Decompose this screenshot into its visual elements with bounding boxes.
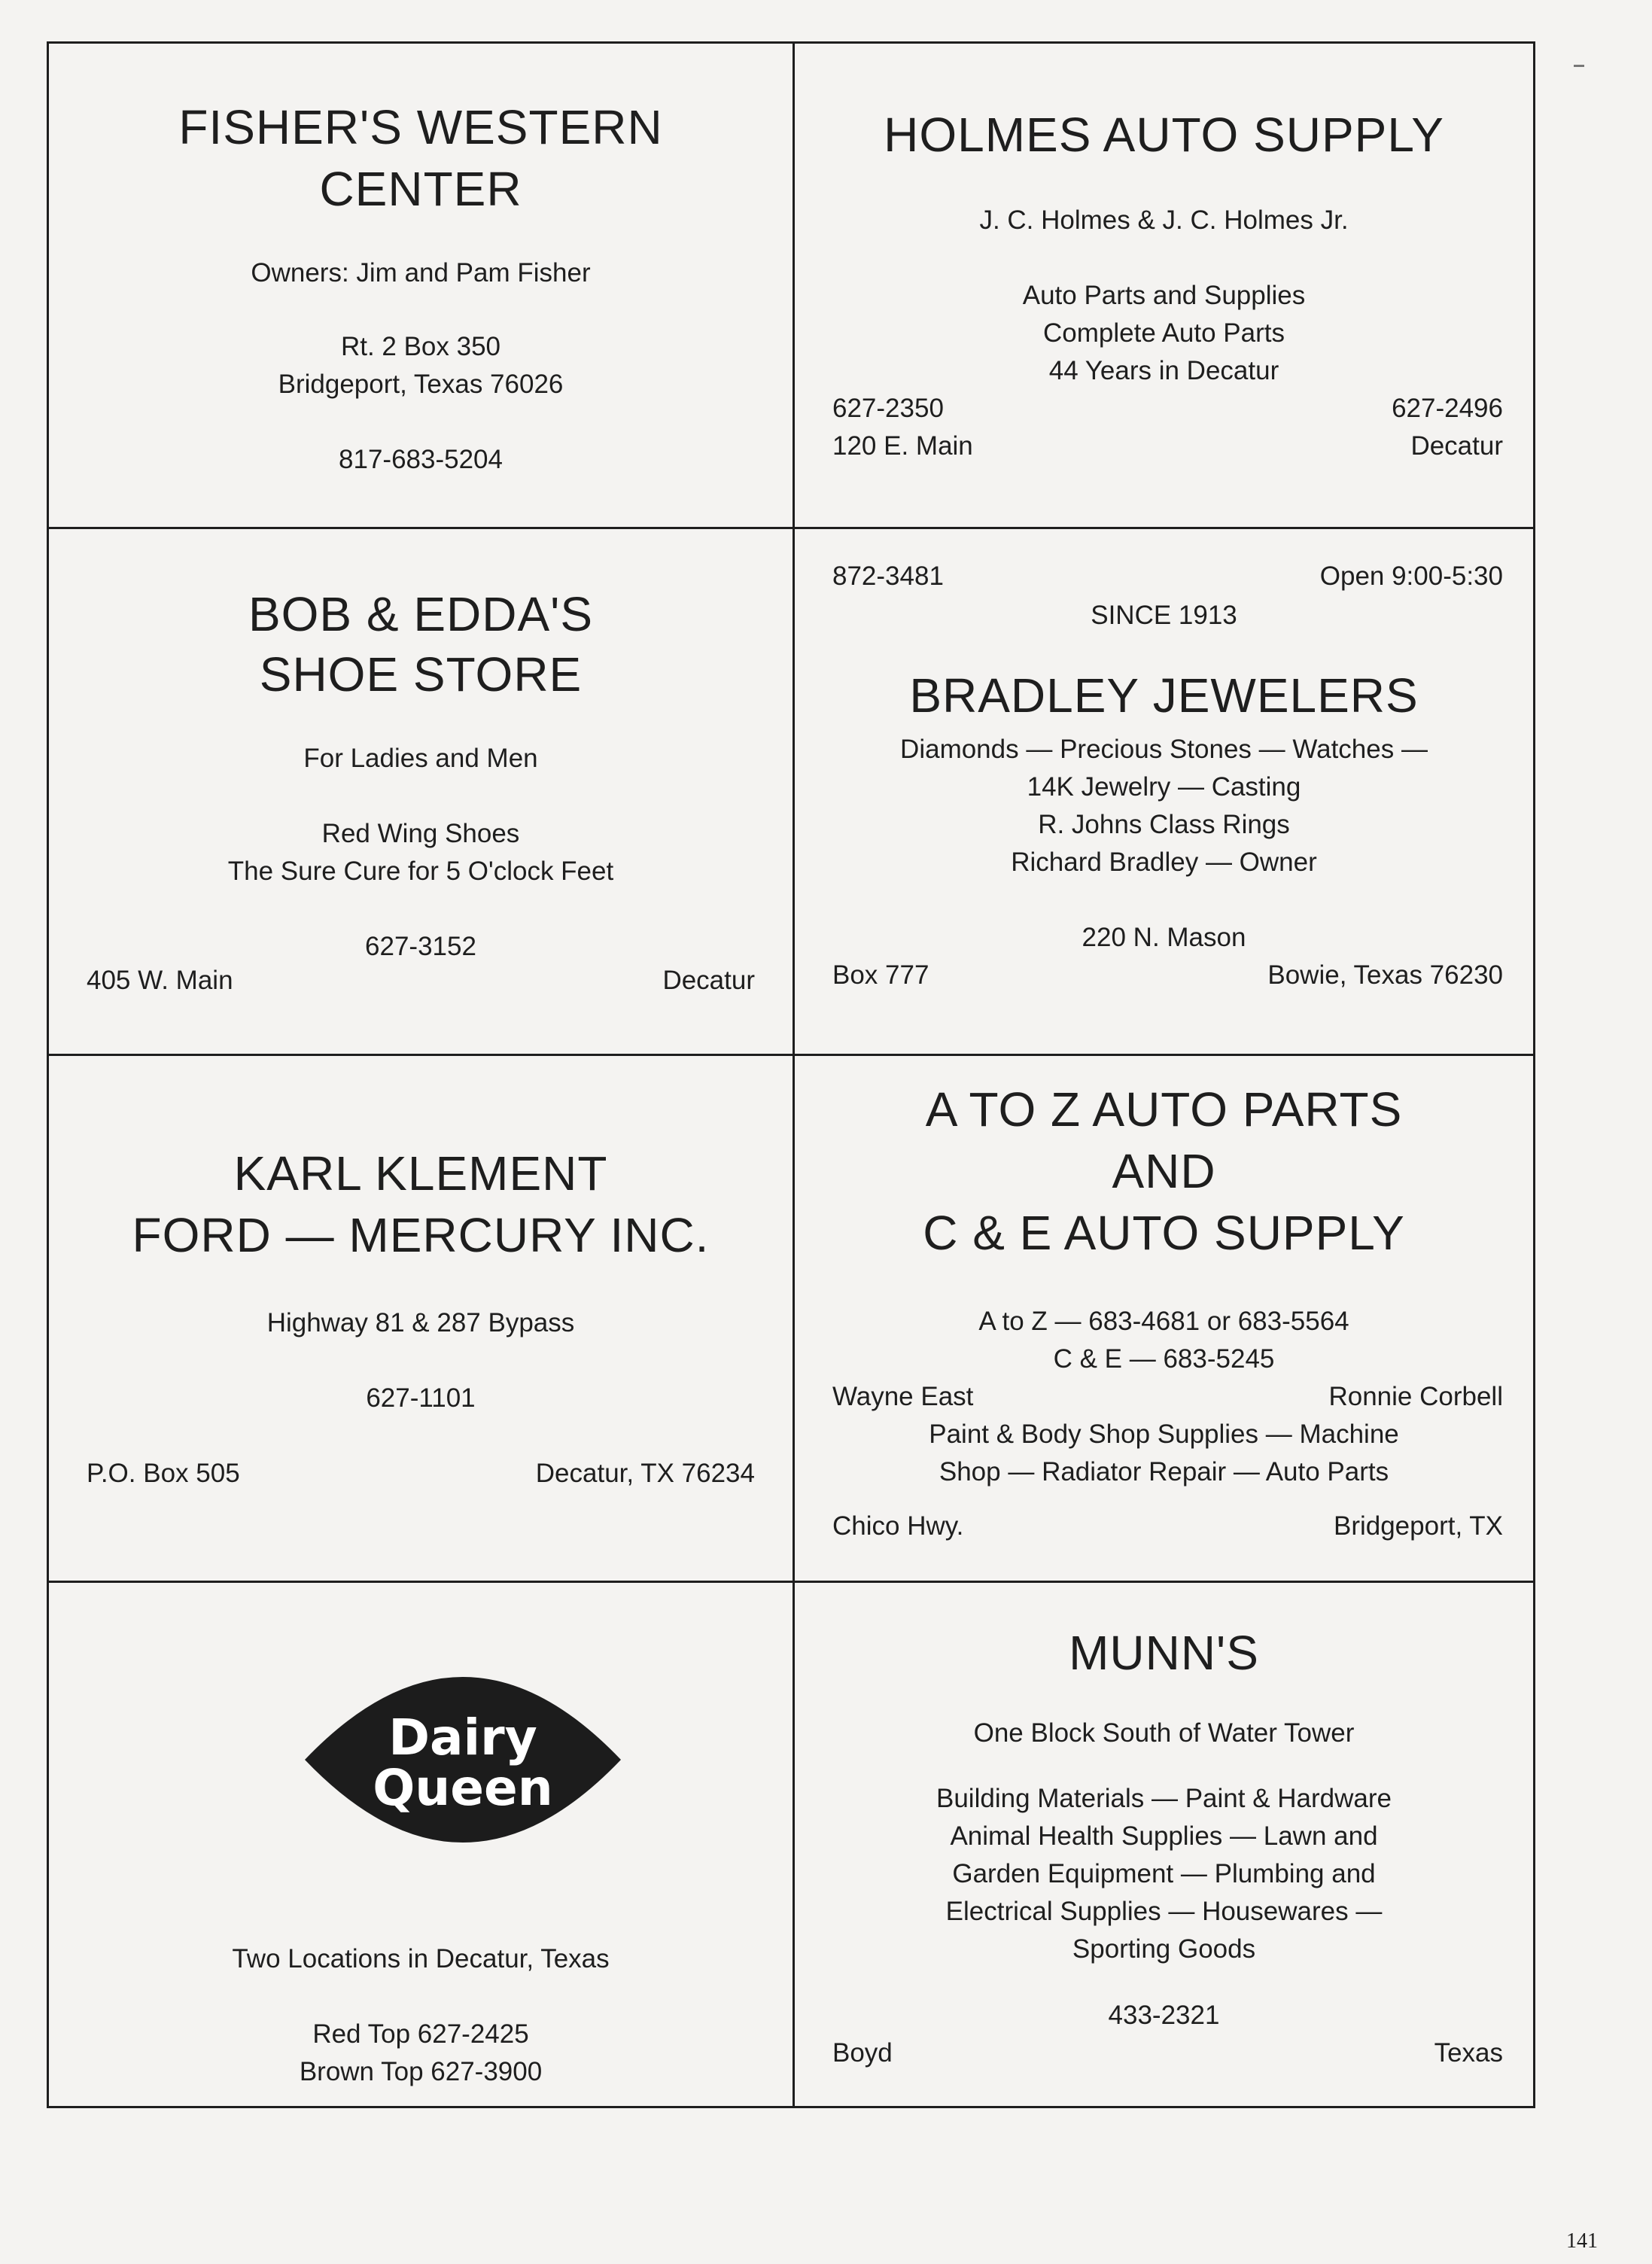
ad-line2: The Sure Cure for 5 O'clock Feet [227, 857, 614, 886]
left-name: Wayne East [832, 1382, 974, 1411]
logo-text-queen: Queen [373, 1759, 553, 1817]
ad-munns [795, 1583, 1533, 2106]
address-row [832, 1508, 1503, 1545]
phone-line1: A to Z — 683-4681 or 683-5564 [978, 1307, 1349, 1336]
red-top-phone: Red Top 627-2425 [312, 2019, 529, 2049]
left-address: 405 W. Main [87, 966, 233, 995]
left-address: Chico Hwy. [832, 1511, 964, 1541]
ad-dairy-queen [49, 1583, 795, 2106]
owners-text: Owners: Jim and Pam Fisher [251, 258, 591, 288]
ad-title: MUNN'S [1069, 1626, 1259, 1680]
owners-text: J. C. Holmes & J. C. Holmes Jr. [979, 205, 1349, 235]
left-address: Box 777 [832, 960, 929, 990]
right-address: Decatur, TX 76234 [535, 1459, 755, 1488]
ad-title-line1: KARL KLEMENT [233, 1146, 608, 1200]
ad-line4: Electrical Supplies — Housewares — [945, 1897, 1383, 1926]
ad-line2: 14K Jewelry — Casting [1027, 772, 1301, 802]
dairy-queen-logo [305, 1666, 621, 1854]
ad-title-line2: SHOE STORE [259, 647, 583, 701]
right-address: Bowie, Texas 76230 [1267, 960, 1503, 990]
names-row [832, 1378, 1503, 1416]
ad-line3: 44 Years in Decatur [1048, 356, 1279, 385]
ad-title: HOLMES AUTO SUPPLY [884, 108, 1444, 162]
phone-text: 627-1101 [366, 1383, 476, 1413]
address-line1: Rt. 2 Box 350 [340, 332, 501, 361]
ad-fishers-western-center [49, 44, 795, 529]
phone-text: 817-683-5204 [339, 445, 503, 474]
street-address: 220 N. Mason [1082, 923, 1246, 952]
tagline: For Ladies and Men [303, 744, 538, 773]
ad-title-line3: C & E AUTO SUPPLY [923, 1206, 1405, 1260]
phone-row [832, 390, 1503, 428]
right-address: Bridgeport, TX [1333, 1511, 1503, 1541]
ad-title-line1: A TO Z AUTO PARTS [925, 1082, 1403, 1137]
address-row [87, 1455, 755, 1493]
phone-line2: C & E — 683-5245 [1053, 1344, 1275, 1374]
ad-bradley-jewelers [795, 529, 1533, 1056]
phone-text: 433-2321 [1108, 2001, 1220, 2030]
ad-line3: R. Johns Class Rings [1038, 810, 1290, 839]
ad-line4: Richard Bradley — Owner [1011, 847, 1317, 877]
ad-line3: Garden Equipment — Plumbing and [952, 1859, 1376, 1888]
left-phone: 627-2350 [832, 394, 944, 423]
right-name: Ronnie Corbell [1328, 1382, 1503, 1411]
ad-line1: Auto Parts and Supplies [1022, 281, 1306, 310]
left-address: 120 E. Main [832, 431, 973, 461]
hours-text: Open 9:00-5:30 [1319, 561, 1503, 591]
left-address: Boyd [832, 2038, 893, 2068]
logo-text-dairy: Dairy [388, 1709, 537, 1766]
ad-a-to-z-auto-parts [795, 1056, 1533, 1583]
phone-text: 627-3152 [365, 932, 476, 961]
right-address: Decatur [1410, 431, 1503, 461]
ad-line2: Complete Auto Parts [1043, 318, 1285, 348]
ad-title-line2: FORD — MERCURY INC. [132, 1208, 710, 1262]
right-address: Texas [1434, 2038, 1503, 2068]
ad-line1: Building Materials — Paint & Hardware [936, 1784, 1392, 1813]
advertisement-grid [47, 41, 1535, 2108]
right-phone: 627-2496 [1392, 394, 1503, 423]
ad-title-line2: AND [1112, 1144, 1216, 1198]
ad-line1: Red Wing Shoes [321, 819, 520, 848]
ad-title-line1: BOB & EDDA'S [248, 587, 594, 641]
ad-holmes-auto-supply [795, 44, 1533, 529]
left-address: P.O. Box 505 [87, 1459, 240, 1488]
margin-mark [1574, 65, 1584, 67]
highway-text: Highway 81 & 287 Bypass [266, 1308, 575, 1337]
ad-bob-eddas-shoe-store [49, 529, 795, 1056]
locations-text: Two Locations in Decatur, Texas [232, 1944, 610, 1973]
address-row [87, 962, 755, 1000]
right-address: Decatur [662, 966, 755, 995]
page-number: 141 [1566, 2229, 1598, 2253]
brown-top-phone: Brown Top 627-3900 [299, 2057, 543, 2086]
address-row [832, 2034, 1503, 2072]
address-line2: Bridgeport, Texas 76026 [278, 370, 564, 399]
location-text: One Block South of Water Tower [973, 1718, 1355, 1748]
header-row [832, 558, 1503, 595]
since-text: SINCE 1913 [1091, 601, 1237, 630]
ad-title-line2: CENTER [319, 162, 522, 216]
ad-karl-klement-ford [49, 1056, 795, 1583]
ad-title-line1: FISHER'S WESTERN [178, 100, 663, 154]
ad-line5: Sporting Goods [1072, 1934, 1256, 1964]
ad-line1: Diamonds — Precious Stones — Watches — [900, 735, 1428, 764]
ad-line2: Shop — Radiator Repair — Auto Parts [939, 1457, 1389, 1487]
ad-line2: Animal Health Supplies — Lawn and [950, 1821, 1378, 1851]
address-row [832, 428, 1503, 465]
ad-line1: Paint & Body Shop Supplies — Machine [929, 1420, 1399, 1449]
ad-title: BRADLEY JEWELERS [909, 668, 1419, 723]
phone-text: 872-3481 [832, 561, 944, 591]
address-row [832, 957, 1503, 994]
